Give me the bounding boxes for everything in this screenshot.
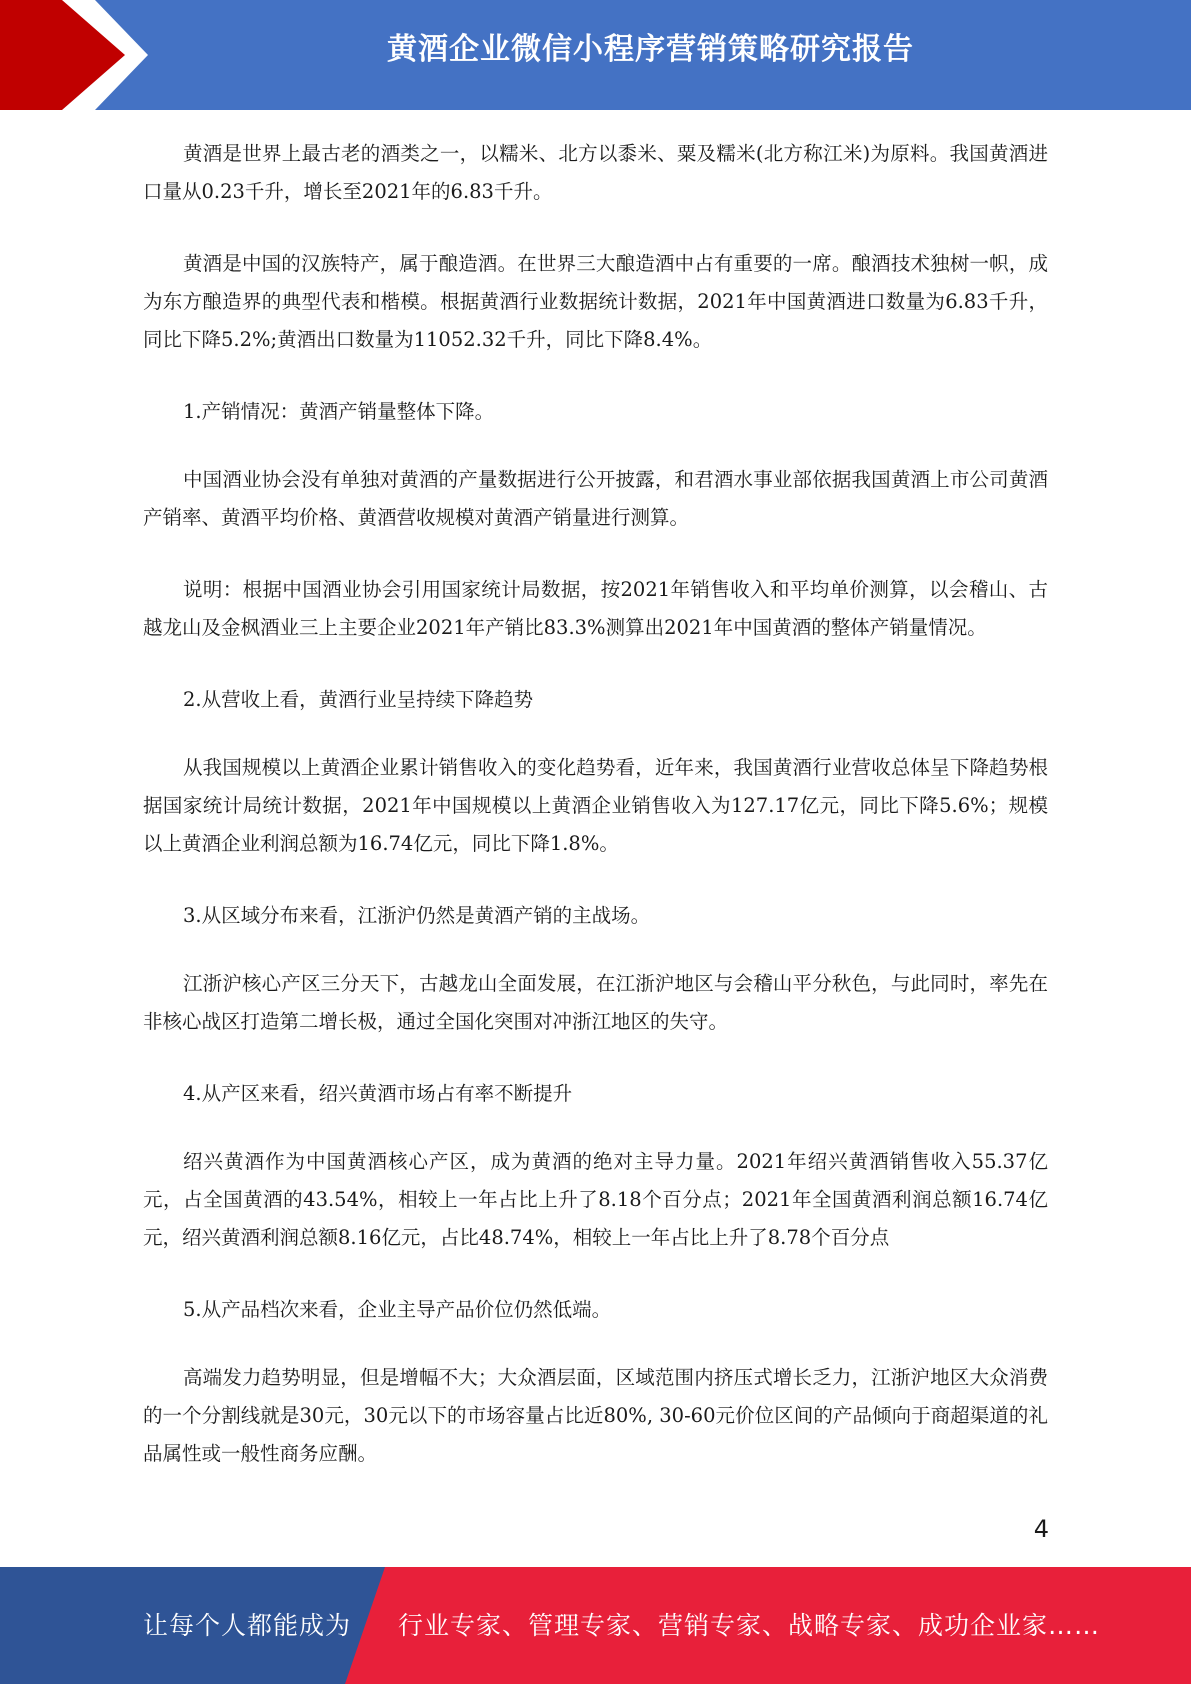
paragraph: 从我国规模以上黄酒企业累计销售收入的变化趋势看，近年来，我国黄酒行业营收总体呈下降趋势根据国家统计局统计数据，2021年中国规模以上黄酒企业销售收入为127.17亿元，同比下降5.6%；规模以上黄酒企业利润总额为16.74亿元，同比下降1.8%。 (143, 756, 1048, 855)
footer-slogan-left: 让每个人都能成为 (143, 1611, 352, 1640)
paragraph: 绍兴黄酒作为中国黄酒核心产区，成为黄酒的绝对主导力量。2021年绍兴黄酒销售收入55.37亿元，占全国黄酒的43.54%，相较上一年占比上升了8.18个百分点；2021年全国黄酒利润总额16.74亿元，绍兴黄酒利润总额8.16亿元，占比48.74%，相较上一年占比上升了8.78个百分点 (143, 1150, 1048, 1249)
paragraph: 中国酒业协会没有单独对黄酒的产量数据进行公开披露，和君酒水事业部依据我国黄酒上市公司黄酒产销率、黄酒平均价格、黄酒营收规模对黄酒产销量进行测算。 (143, 468, 1048, 529)
section-heading: 4.从产区来看，绍兴黄酒市场占有率不断提升 (183, 1082, 573, 1105)
footer-slogan-right: 行业专家、管理专家、营销专家、战略专家、成功企业家…… (398, 1611, 1101, 1640)
section-heading: 3.从区域分布来看，江浙沪仍然是黄酒产销的主战场。 (183, 904, 651, 927)
header-arrow-decoration (0, 0, 160, 110)
page-header (0, 0, 1191, 110)
paragraph: 说明：根据中国酒业协会引用国家统计局数据，按2021年销售收入和平均单价测算，以会稽山、古越龙山及金枫酒业三上主要企业2021年产销比83.3%测算出2021年中国黄酒的整体产销量情况。 (143, 578, 1048, 639)
section-heading: 1.产销情况：黄酒产销量整体下降。 (183, 400, 495, 423)
paragraph: 黄酒是世界上最古老的酒类之一，以糯米、北方以黍米、粟及糯米(北方称江米)为原料。我国黄酒进口量从0.23千升，增长至2021年的6.83千升。 (143, 142, 1048, 203)
paragraph: 江浙沪核心产区三分天下，古越龙山全面发展，在江浙沪地区与会稽山平分秋色，与此同时，率先在非核心战区打造第二增长极，通过全国化突围对冲浙江地区的失守。 (143, 972, 1048, 1033)
paragraph: 黄酒是中国的汉族特产，属于酿造酒。在世界三大酿造酒中占有重要的一席。酿酒技术独树一帜，成为东方酿造界的典型代表和楷模。根据黄酒行业数据统计数据，2021年中国黄酒进口数量为6.83千升，同比下降5.2%;黄酒出口数量为11052.32千升，同比下降8.4%。 (143, 252, 1048, 351)
section-heading: 2.从营收上看，黄酒行业呈持续下降趋势 (183, 688, 534, 711)
article-body (143, 135, 1048, 1507)
paragraph: 高端发力趋势明显，但是增幅不大；大众酒层面，区域范围内挤压式增长乏力，江浙沪地区大众消费的一个分割线就是30元，30元以下的市场容量占比近80%, 30-60元价位区间的产品倾向于商超渠道的礼品属性或一般性商务应酬。 (143, 1366, 1048, 1465)
section-heading: 5.从产品档次来看，企业主导产品价位仍然低端。 (183, 1298, 612, 1321)
page-footer (0, 1567, 1191, 1684)
report-title: 黄酒企业微信小程序营销策略研究报告 (387, 32, 914, 67)
page-number: 4 (1033, 1515, 1049, 1543)
